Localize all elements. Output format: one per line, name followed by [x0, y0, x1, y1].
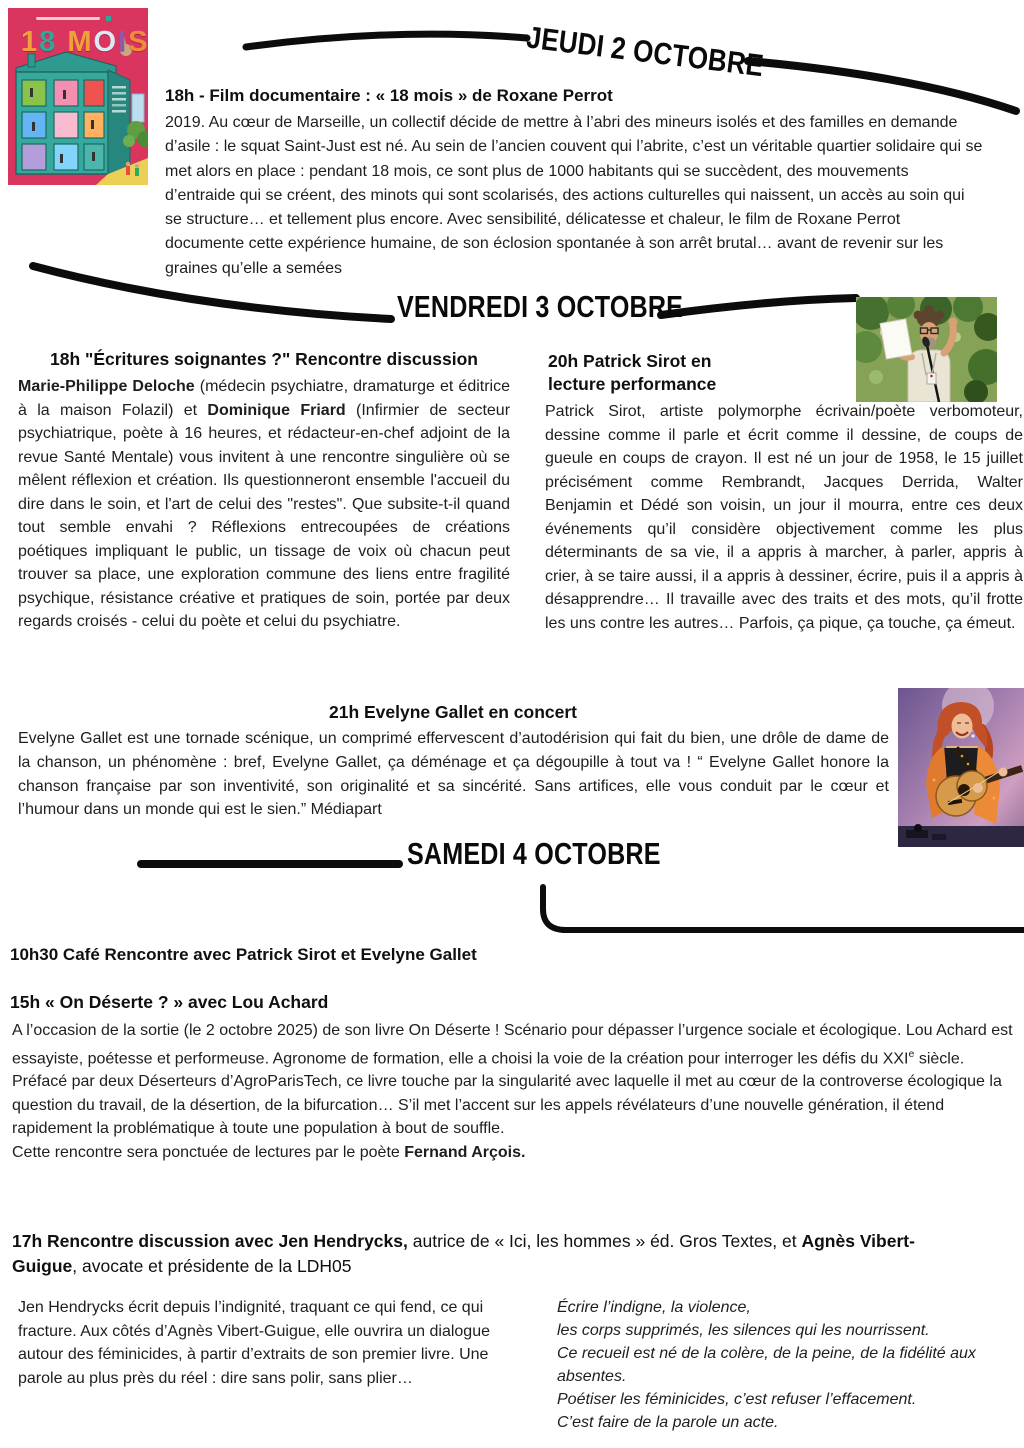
event-footer-deserte: Cette rencontre sera ponctuée de lectures par le poète Fernand Arçois. [12, 1143, 526, 1161]
event-body-ecritures: Marie-Philippe Deloche (médecin psychiatre, dramaturge et éditrice à la maison Folazil) et Dominique Friard (Infirmier de secteur psychiatrique, poète à 16 heures, et rédacteur-en-chef adjoint de la revue Santé Mentale) vous invitent à une rencontre singulière où se mêlent réflexion et création. Ils questionneront ensemble l'accueil du dire dans le soin, et l'art de celui des "restes". Que subsite-t-il quand tout semble envahi ? Réflexions entrecoupées de créations poétiques impliquant le public, un tissage de voix où chacun peut trouver sa place, une exploration commune des liens entre fragilité psychique, résistance créative et pratiques de soin, portée par deux regards croisés - celui du poète et celui du psychiatre. [18, 378, 511, 630]
event-body-deserte: A l’occasion de la sortie (le 2 octobre 2025) de son livre On Déserte ! Scénario pour dépasser l’urgence sociale et écologique. Lou Achard est essayiste, poétesse et performeuse. Agronome de formation, elle a choisi la voie de la création pour interroger les défis du XXIe siècle. Préfacé par deux Déserteurs d’AgroParisTech, ce livre touche par la singularité avec laquelle il met au cœur de la controverse écologique la question du travail, de la désertion, de la bifurcation… S’il met l’accent sur les appels révélateurs d’une nouvelle génération, il étend rapidement la problématique à toute une population à bout de souffle. [12, 1022, 1013, 1138]
event-title-ecritures: 18h "Écritures soignantes ?" Rencontre discussion [50, 349, 478, 369]
event-body-gallet: Evelyne Gallet est une tornade scénique, un comprimé effervescent d’autodérision qui fait du bien, une drôle de dame de la chanson, un phénomène : bref, Evelyne Gallet, ça déménage et ça dégoupille à tout va ! “ Evelyne Gallet honore la chanson française par son inventivité, son originalité et sa sincérité. Sans artifices, elle vous conduit par le cœur et l’humour dans un monde qui est le sien.” Médiapart [18, 730, 889, 819]
event-title-cafe: 10h30 Café Rencontre avec Patrick Sirot et Evelyne Gallet [10, 945, 477, 964]
event-body-film: 2019. Au cœur de Marseille, un collectif décide de mettre à l’abri des mineurs isolés et des familles en demande d’asile : le squat Saint-Just est né. Au sein de l’ancien couvent qui l’abrite, c’est un véritable quartier solidaire qui se met alors en place : pendant 18 mois, ce sont plus de 1000 habitants qui se succèdent, des mouvements d’entraide qui se créent, des minots qui sont scolarisés, des actions culturelles qui naissent, un accès au soin qui se structure… et tellement plus encore. Avec sensibilité, délicatesse et chaleur, le film de Roxane Perrot documente cette expérience humaine, de son éclosion spontanée à son arrêt brutal… avant de revenir sur les graines qu’elle a semées [165, 114, 983, 277]
film-poster-18-mois [8, 8, 148, 185]
event-title-hendrycks: 17h Rencontre discussion avec Jen Hendrycks, autrice de « Ici, les hommes » éd. Gros Textes, et Agnès Vibert-Guigue, avocate et présidente de la LDH05 [12, 1231, 915, 1276]
poster-title: 18 MOIS [21, 26, 150, 58]
event-title-film: 18h - Film documentaire : « 18 mois » de Roxane Perrot [165, 86, 613, 105]
evelyne-gallet-photo [898, 688, 1024, 847]
day-header-jeudi: JEUDI 2 OCTOBRE [524, 20, 766, 83]
event-title-gallet: 21h Evelyne Gallet en concert [328, 702, 578, 722]
event-body-deserte-block [12, 1019, 1016, 1164]
swoosh-jeudi-left [246, 34, 527, 47]
patrick-sirot-photo [856, 297, 997, 402]
event-body-sirot: Patrick Sirot, artiste polymorphe écrivain/poète verbomoteur, dessine comme il parle et écrit comme il dessine, de coups de gueule en coups de crayon. Il est né un jour de 1958, le 15 juillet précisément comme Rembrandt, Jacques Derrida, Walter Benjamin et Dédé son voisin, un jour il mourra, entre ces deux événements qu’il considère objectivement comme les plus déterminants de sa vie, il a appris à marcher, à parler, appris à crier, à se taire aussi, il a appris à dessiner, écrire, puis il a appris à désapprendre… Il travaille avec des traits et des mots, qu’il frotte les uns contre les autres… Parfois, ça pique, ça touche, ça émeut. [545, 403, 1023, 632]
day-header-samedi: SAMEDI 4 OCTOBRE [407, 837, 661, 871]
event-body-hendrycks-left: Jen Hendrycks écrit depuis l’indignité, traquant ce qui fend, ce qui fracture. Aux côtés d’Agnès Vibert-Guigue, elle ouvrira un dialogue autour des féminicides, à partir d’extraits de son premier livre. Une parole au plus près du réel : dire sans polir, sans plier… [18, 1299, 490, 1387]
corner-samedi-right [543, 887, 1024, 930]
swoosh-jeudi-right [748, 61, 1016, 111]
event-title-deserte: 15h « On Déserte ? » avec Lou Achard [10, 992, 329, 1012]
event-title-sirot-line2: lecture performance [548, 374, 717, 394]
event-title-sirot [548, 350, 716, 396]
event-poem-hendrycks: Écrire l’indigne, la violence, les corps supprimés, les silences qui les nourrissent. Ce recueil est né de la colère, de la peine, de la fidélité aux absentes. Poétiser les féminicides, c’est refuser l’effacement. C’est faire de la parole un acte. [557, 1299, 976, 1431]
day-header-vendredi: VENDREDI 3 OCTOBRE [397, 290, 684, 324]
event-title-sirot-line1: 20h Patrick Sirot en [548, 351, 712, 371]
